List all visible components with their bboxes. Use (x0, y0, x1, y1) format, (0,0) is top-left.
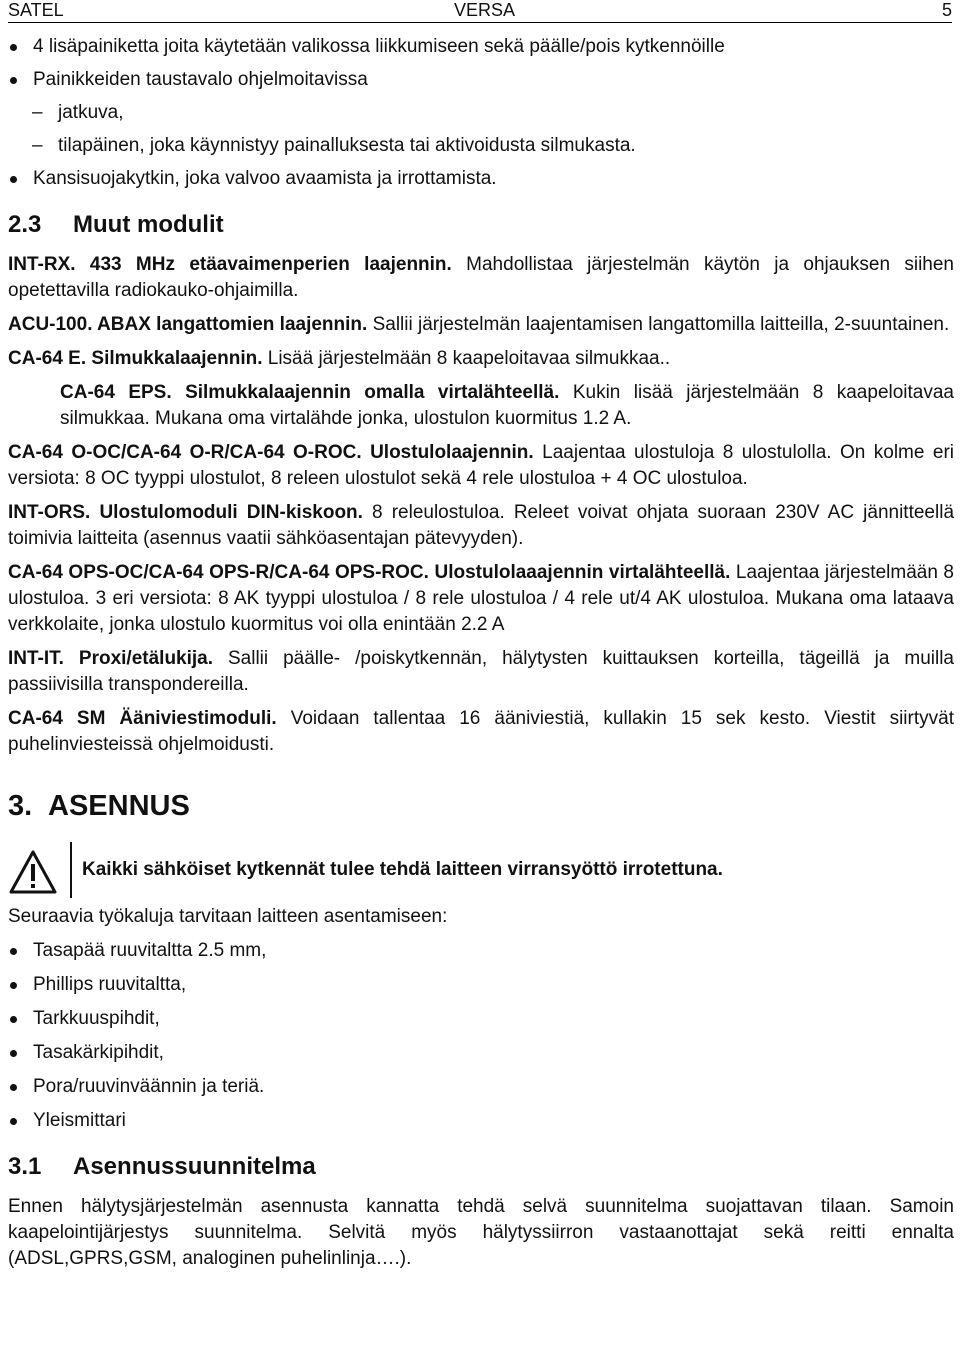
page-header (8, 0, 952, 23)
section-title: Asennussuunnitelma (73, 1153, 316, 1180)
warning-triangle-icon (8, 842, 72, 898)
module-entry (8, 560, 954, 638)
section-number: 2.3 (8, 211, 42, 238)
module-entry (8, 440, 954, 492)
section-title: ASENNUS (48, 790, 190, 822)
module-list (8, 252, 954, 758)
module-desc: Laajentaa ulostuloja 8 ulostulolla. On kolme eri versiota: 8 OC tyyppi ulostulot, 8 releen ulostulot sekä 4 rele ulostuloa + 4 OC ulostuloa. (8, 442, 955, 489)
section-heading-3 (8, 788, 954, 824)
module-name: ACU-100. ABAX langattomien laajennin. (8, 314, 368, 335)
page-number: 5 (941, 0, 952, 20)
module-name: CA-64 SM Ääniviestimoduli. (8, 708, 277, 729)
section-number: 3. (8, 790, 33, 822)
feature-list (8, 34, 954, 93)
module-entry (8, 252, 954, 304)
module-entry (8, 646, 954, 698)
backlight-options (8, 100, 954, 159)
module-name: INT-RX. 433 MHz etäavaimenperien laajennin. (8, 254, 452, 275)
section-heading-2-3 (8, 210, 954, 240)
list-item: Kansisuojakytkin, joka valvoo avaamista ja irrottamista. (8, 166, 954, 192)
module-desc: 8 releulostuloa. Releet voivat ohjata suoraan 230V AC jännitteellä toimivia laitteita (asennus vaatii sähköasentajan pätevyyden). (8, 502, 955, 549)
list-item: – tilapäinen, joka käynnistyy painalluksesta tai aktivoidusta silmukasta. (8, 133, 954, 159)
module-desc: Laajentaa järjestelmään 8 ulostuloa. 3 eri versiota: 8 AK tyyppi ulostuloa / 8 rele ulostuloa / 4 rele ut/4 AK ulostuloa. Mukana oma lataava verkkolaite, jonka ulostulo kuormitus voi olla enintään 2.2 A (8, 562, 955, 635)
warning-text: Kaikki sähköiset kytkennät tulee tehdä laitteen virransyöttö irrotettuna. (82, 859, 723, 880)
list-item: Yleismittari (8, 1108, 954, 1134)
module-name: CA-64 EPS. Silmukkalaajennin omalla virtalähteellä. (60, 382, 560, 403)
list-item: 4 lisäpainiketta joita käytetään valikossa liikkumiseen sekä päälle/pois kytkennöille (8, 34, 954, 60)
module-desc: Sallii päälle- /poiskytkennän, hälytysten kuittauksen korteilla, tägeillä ja muilla passiivisilla transpondereilla. (8, 648, 954, 695)
list-item: Tasakärkipihdit, (8, 1040, 954, 1066)
list-item: Pora/ruuvinväännin ja teriä. (8, 1074, 954, 1100)
module-entry (8, 312, 954, 338)
list-item: Tarkkuuspihdit, (8, 1006, 954, 1032)
module-entry (8, 706, 954, 758)
list-item: Tasapää ruuvitaltta 2.5 mm, (8, 938, 954, 964)
module-desc: Kukin lisää järjestelmään 8 kaapeloitavaa silmukkaa. Mukana oma virtalähde jonka, ulostulon kuormitus 1.2 A. (60, 382, 954, 429)
section-heading-3-1 (8, 1152, 954, 1182)
header-brand: SATEL (8, 0, 64, 20)
module-entry (8, 346, 954, 372)
feature-list-2 (8, 166, 954, 192)
module-name: INT-ORS. Ulostulomoduli DIN-kiskoon. (8, 502, 363, 523)
tools-list (8, 938, 954, 1134)
module-desc: Lisää järjestelmään 8 kaapeloitavaa silmukkaa.. (262, 348, 671, 369)
page-content (8, 34, 954, 1280)
module-name: INT-IT. Proxi/etälukija. (8, 648, 214, 669)
header-product: VERSA (454, 0, 516, 20)
module-name: CA-64 OPS-OC/CA-64 OPS-R/CA-64 OPS-ROC. Ulostulolaaajennin virtalähteellä. (8, 562, 731, 583)
list-item: Painikkeiden taustavalo ohjelmoitavissa (8, 67, 954, 93)
planning-paragraph: Ennen hälytysjärjestelmän asennusta kannatta tehdä selvä suunnitelma suojattavan tilaan. Samoin kaapelointijärjestys suunnitelma. Selvitä myös hälytyssiirron vastaanottajat sekä reitti ennalta (ADSL,GPRS,GSM, analoginen puhelinlinja….). (8, 1196, 954, 1269)
module-name: CA-64 E. Silmukkalaajennin. (8, 348, 263, 369)
module-name: CA-64 O-OC/CA-64 O-R/CA-64 O-ROC. Ulostulolaajennin. (8, 442, 534, 463)
list-item: – jatkuva, (8, 100, 954, 126)
section-title: Muut modulit (73, 211, 224, 238)
module-entry (8, 380, 954, 432)
list-item: Phillips ruuvitaltta, (8, 972, 954, 998)
warning-box (8, 842, 954, 898)
module-desc: Sallii järjestelmän laajentamisen langattomilla laitteilla, 2-suuntainen. (367, 314, 950, 335)
module-desc: Voidaan tallentaa 16 ääniviestiä, kullakin 15 sek kesto. Viestit siirtyvät puhelinviesteissä ohjelmoidusti. (8, 708, 954, 755)
module-entry (8, 500, 954, 552)
section-number: 3.1 (8, 1153, 42, 1180)
module-desc: Mahdollistaa järjestelmän käytön ja ohjauksen siihen opetettavilla radiokauko-ohjaimilla. (8, 254, 954, 301)
tools-intro: Seuraavia työkaluja tarvitaan laitteen asentamiseen: (8, 906, 448, 927)
